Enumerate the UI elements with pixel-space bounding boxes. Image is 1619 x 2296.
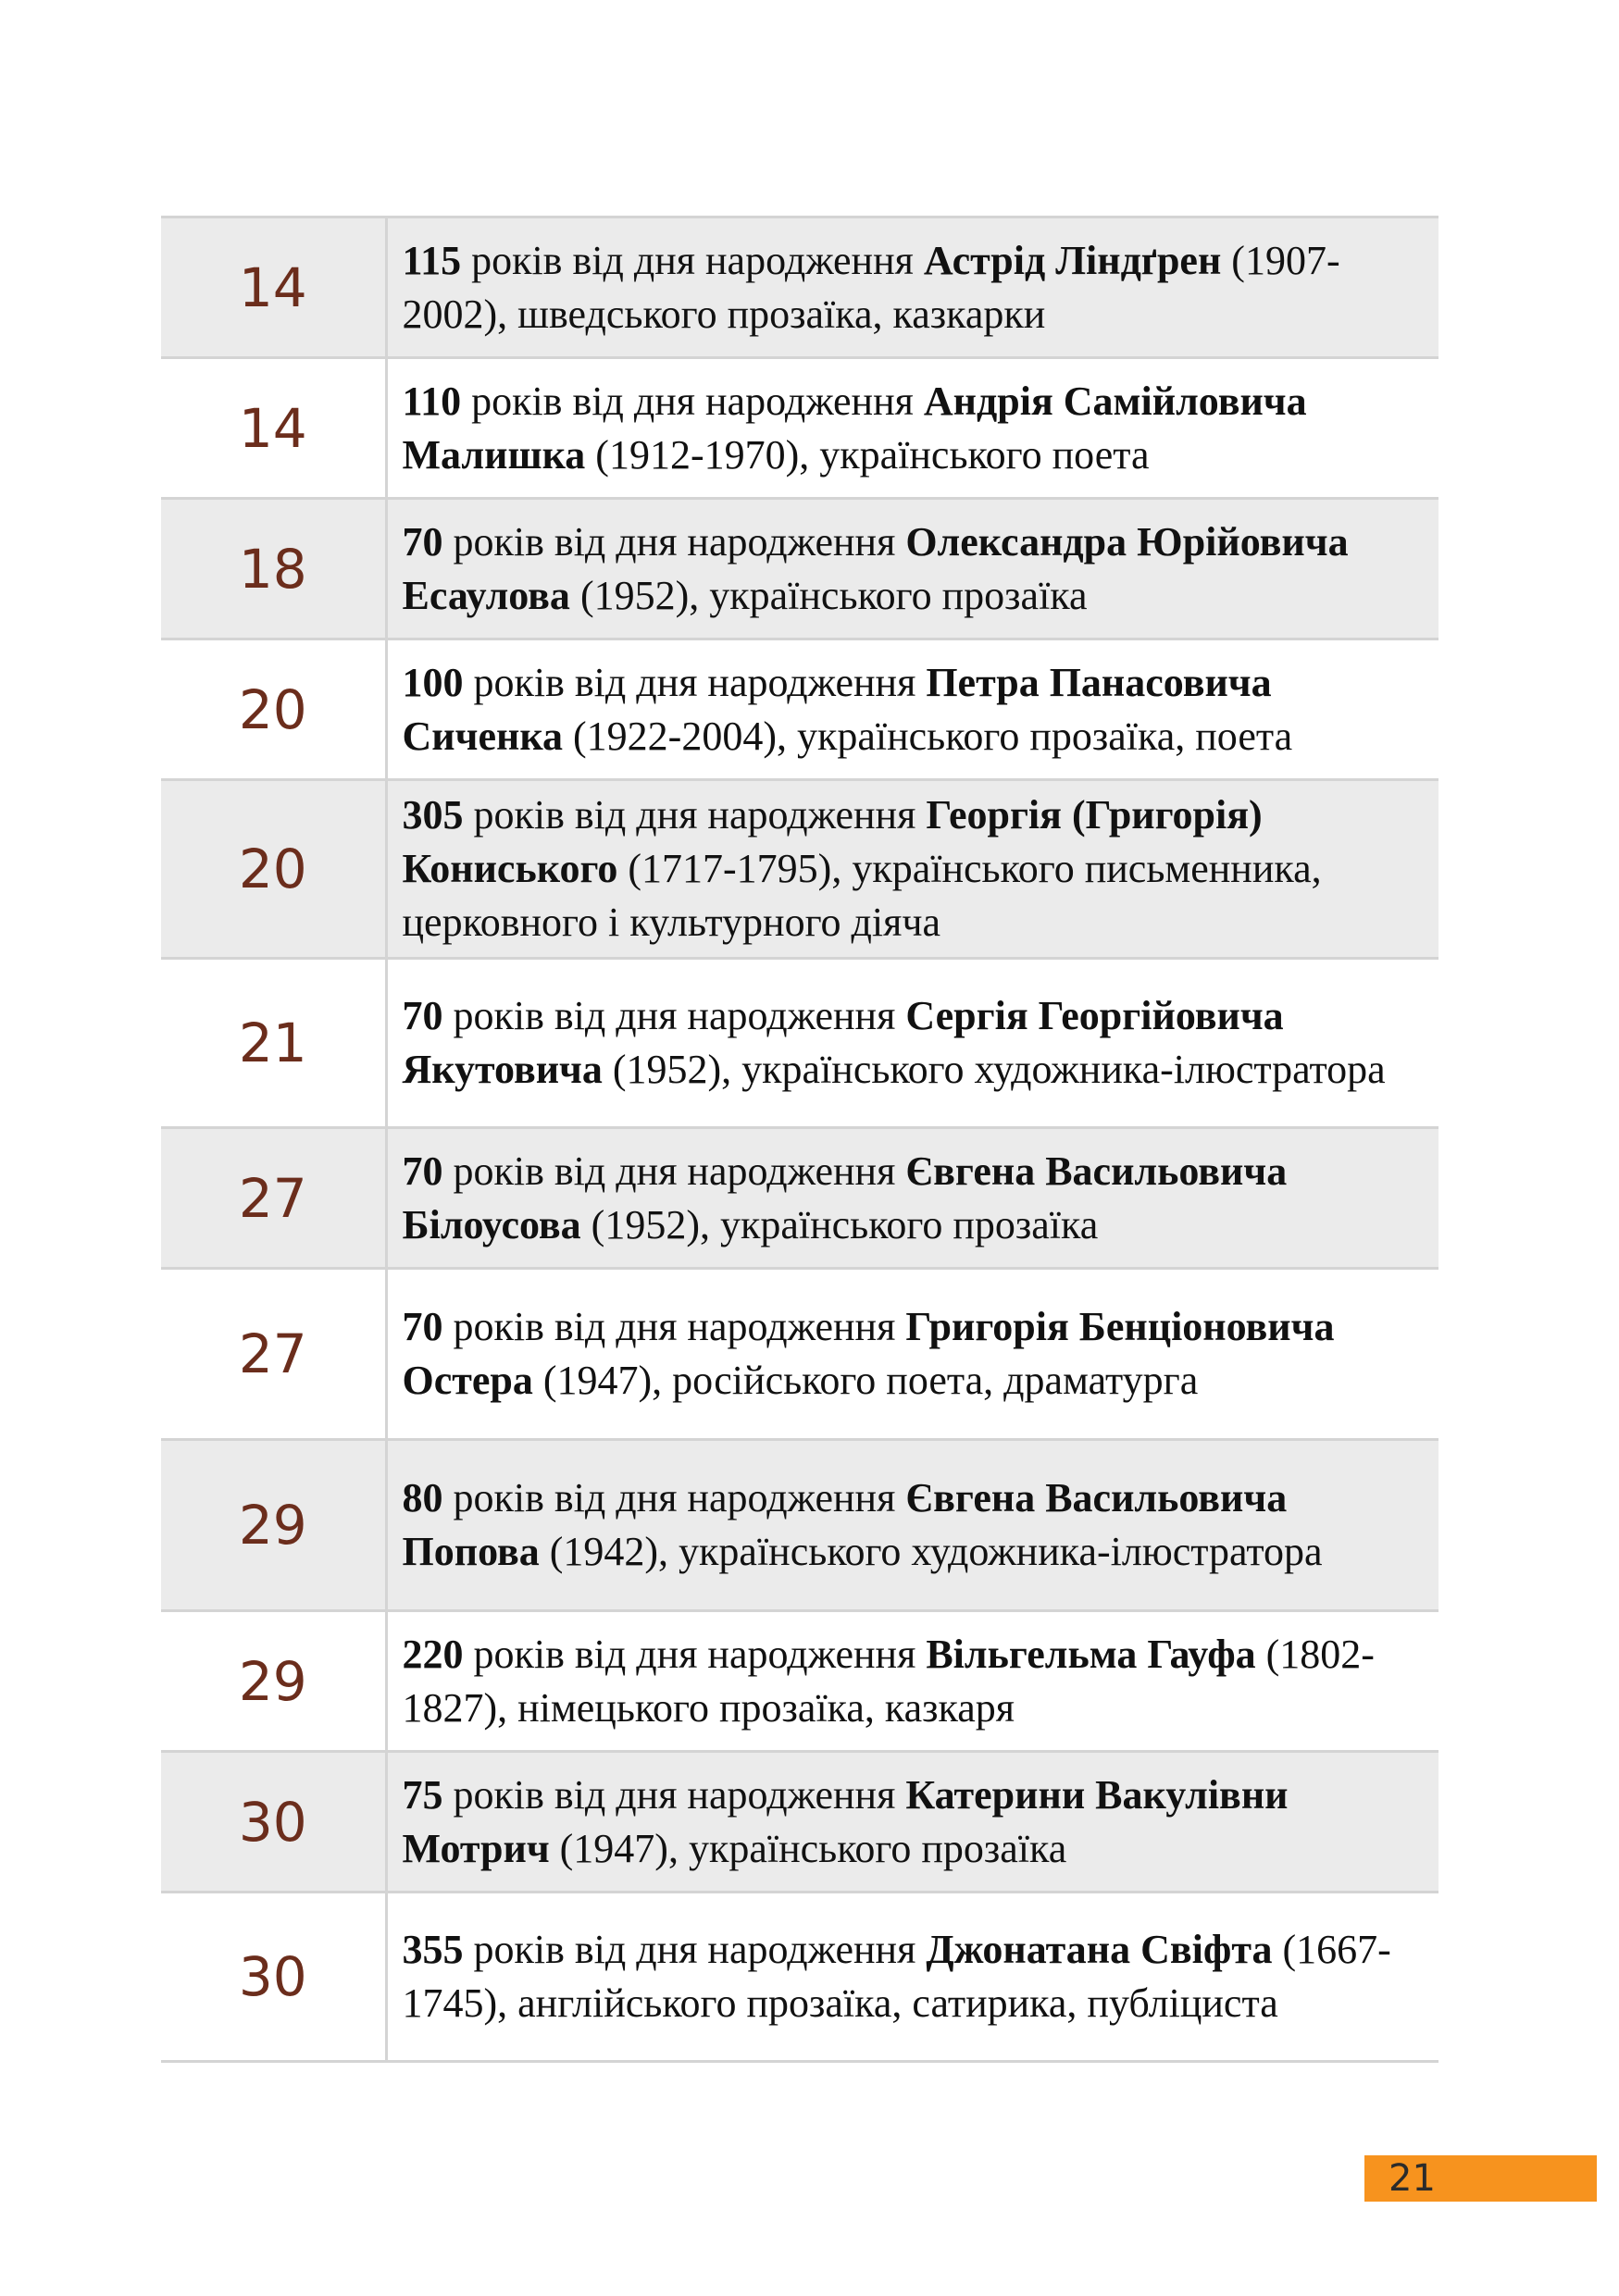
entry-person: Євгена Васильовича Попова <box>402 1475 1288 1574</box>
entry-text <box>386 1893 1438 2062</box>
entry-phrase: років від дня народження <box>463 1927 927 1972</box>
entry-years: 355 <box>402 1927 464 1972</box>
day-number: 27 <box>161 1128 386 1269</box>
entry-phrase: років від дня народження <box>442 1304 906 1349</box>
day-number: 14 <box>161 217 386 358</box>
entry-years: 70 <box>402 1304 443 1349</box>
day-number: 20 <box>161 639 386 780</box>
entry-phrase: років від дня народження <box>463 659 927 705</box>
entry-details: (1922-2004), українського прозаїка, поета <box>563 713 1293 759</box>
entry-details: (1952), українського прозаїка <box>580 1201 1099 1247</box>
day-number: 30 <box>161 1893 386 2062</box>
entry-phrase: років від дня народження <box>442 1771 906 1818</box>
entry-text <box>386 780 1438 959</box>
day-number: 29 <box>161 1440 386 1611</box>
entry-person: Джонатана Свіфта <box>926 1927 1273 1972</box>
entry-text <box>386 959 1438 1128</box>
entry-details: (1947), українського прозаїка <box>549 1825 1067 1871</box>
day-number: 14 <box>161 358 386 499</box>
entry-phrase: років від дня народження <box>463 1631 927 1677</box>
entry-details: (1942), українського художника-ілюстратора <box>539 1529 1323 1574</box>
day-number: 20 <box>161 780 386 959</box>
page-number-badge <box>1364 2155 1597 2202</box>
table-row <box>161 639 1438 780</box>
entry-text <box>386 358 1438 499</box>
entry-phrase: років від дня народження <box>461 378 924 424</box>
anniversary-table <box>161 216 1438 2063</box>
entry-details: (1667-1745), англійського прозаїка, сатирика, публіциста <box>402 1927 1391 2026</box>
entry-details: (1717-1795), українського письменника, церковного і культурного діяча <box>402 846 1322 945</box>
entry-text <box>386 1611 1438 1752</box>
entry-years: 70 <box>402 993 443 1038</box>
entry-years: 110 <box>402 378 462 424</box>
table-row <box>161 959 1438 1128</box>
entry-years: 75 <box>402 1771 443 1818</box>
page-number: 21 <box>1389 2157 1436 2200</box>
entry-text <box>386 1752 1438 1893</box>
table-row <box>161 1611 1438 1752</box>
day-number: 30 <box>161 1752 386 1893</box>
table-row <box>161 1752 1438 1893</box>
entry-years: 220 <box>402 1631 464 1677</box>
entry-details: (1952), українського художника-ілюстратора <box>602 1047 1386 1092</box>
table-row <box>161 1440 1438 1611</box>
table-row <box>161 1893 1438 2062</box>
entry-years: 100 <box>402 659 464 705</box>
day-number: 21 <box>161 959 386 1128</box>
entry-details: (1952), українського прозаїка <box>569 572 1088 618</box>
entry-text <box>386 217 1438 358</box>
entry-text <box>386 1128 1438 1269</box>
table-row <box>161 1128 1438 1269</box>
entry-details: (1912-1970), українського поета <box>585 431 1150 478</box>
entry-person: Андрія Самійловича Малишка <box>402 378 1307 478</box>
day-number: 18 <box>161 499 386 639</box>
table-row <box>161 217 1438 358</box>
entry-phrase: років від дня народження <box>442 993 906 1038</box>
table-row <box>161 1269 1438 1440</box>
entry-text <box>386 499 1438 639</box>
entry-details: (1947), російського поета, драматурга <box>532 1358 1199 1403</box>
entry-details: (1907-2002), шведського прозаїка, казкарки <box>402 237 1340 337</box>
entry-person: Вільгельма Гауфа <box>926 1631 1256 1677</box>
table-row <box>161 780 1438 959</box>
entry-person: Георгія (Григорія) Кониського <box>402 792 1263 891</box>
day-number: 27 <box>161 1269 386 1440</box>
entry-person: Сергія Георгійовича Якутовича <box>402 993 1284 1092</box>
entry-phrase: років від дня народження <box>461 237 924 283</box>
entry-phrase: років від дня народження <box>442 1148 906 1194</box>
entry-person: Олександра Юрійовича Есаулова <box>402 518 1349 618</box>
entry-years: 305 <box>402 792 464 838</box>
entry-person: Євгена Васильовича Білоусова <box>402 1148 1288 1247</box>
entry-text <box>386 1269 1438 1440</box>
entry-person: Астрід Ліндґрен <box>923 237 1222 283</box>
entry-text <box>386 1440 1438 1611</box>
entry-years: 115 <box>402 237 462 283</box>
entry-phrase: років від дня народження <box>442 1475 906 1520</box>
entry-person: Петра Панасовича Сиченка <box>402 659 1272 759</box>
entry-details: (1802-1827), німецького прозаїка, казкаря <box>402 1631 1375 1731</box>
entry-text <box>386 639 1438 780</box>
entry-years: 70 <box>402 1148 443 1194</box>
entry-phrase: років від дня народження <box>442 518 906 565</box>
entry-person: Григорія Бенціоновича Остера <box>402 1304 1335 1403</box>
table-row <box>161 499 1438 639</box>
entry-person: Катерини Вакулівни Мотрич <box>402 1771 1289 1871</box>
entry-years: 80 <box>402 1475 443 1520</box>
entry-years: 70 <box>402 518 443 565</box>
table-row <box>161 358 1438 499</box>
entry-phrase: років від дня народження <box>463 792 927 838</box>
day-number: 29 <box>161 1611 386 1752</box>
